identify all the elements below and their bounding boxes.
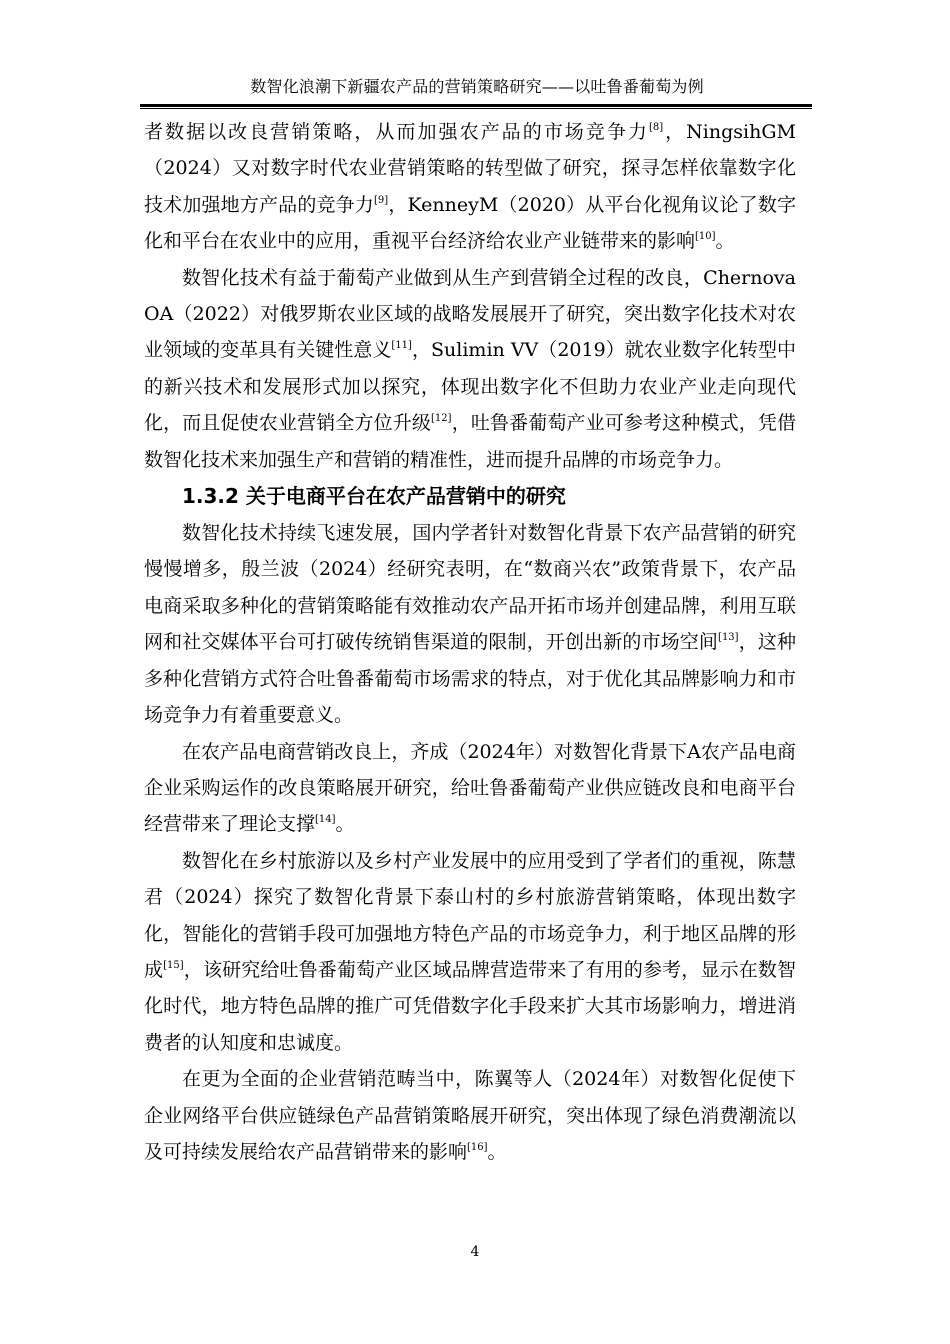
- text-run: 数智化在乡村旅游以及乡村产业发展中的应用受到了学者们的重视，陈慧君（2024）探究了数智化背景下泰山村的乡村旅游营销策略，体现出数字化，智能化的营销手段可加强地方特色产品的市场竞争力，利于地区品牌的形成: [144, 849, 796, 981]
- text-run: 数智化技术持续飞速发展，国内学者针对数智化背景下农产品营销的研究慢慢增多，殷兰波（2024）经研究表明，在“数商兴农”政策背景下，农产品电商采取多种化的营销策略能有效推动农产品开拓市场并创建品牌，利用互联网和社交媒体平台可打破传统销售渠道的限制，开创出新的市场空间: [144, 522, 796, 654]
- citation-marker: [12]: [431, 413, 452, 425]
- text-run: 在农产品电商营销改良上，齐成（2024年）对数智化背景下A农产品电商企业采购运作的改良策略展开研究，给吐鲁番葡萄产业供应链改良和电商平台经营带来了理论支撑: [144, 740, 796, 836]
- text-run: ，KenneyM（2020）从平台化视角议论了数字化和平台在农业中的应用，重视平台经济给农业产业链带来的影响: [144, 193, 796, 253]
- paragraph: [144, 114, 796, 260]
- citation-marker: [13]: [718, 632, 739, 644]
- text-run: ，NingsihGM（2024）又对数字时代农业营销策略的转型做了研究，探寻怎样依靠数字化技术加强地方产品的竞争力: [144, 121, 796, 216]
- header-rule-thin: [140, 108, 812, 109]
- text-run: 。: [487, 1140, 507, 1163]
- text-run: ，该研究给吐鲁番葡萄产业区域品牌营造带来了有用的参考，显示在数智化时代，地方特色品牌的推广可凭借数字化手段来扩大其市场影响力，增进消费者的认知度和忠诚度。: [144, 958, 796, 1054]
- body-text: [144, 114, 796, 1170]
- text-run: 在更为全面的企业营销范畴当中，陈翼等人（2024年）对数智化促使下企业网络平台供应链绿色产品营销策略展开研究，突出体现了绿色消费潮流以及可持续发展给农产品营销带来的影响: [144, 1068, 796, 1163]
- citation-marker: [8]: [648, 122, 664, 133]
- page-number: 4: [470, 1244, 480, 1260]
- text-run: ，Sulimin VV（2019）就农业数字化转型中的新兴技术和发展形式加以探究，体现出数字化不但助力农业产业走向现代化，而且促使农业营销全方位升级: [144, 339, 796, 435]
- text-run: 者数据以改良营销策略，从而加强农产品的市场竞争力: [144, 121, 649, 143]
- paragraph: [144, 515, 796, 733]
- text-run: 。: [715, 230, 735, 253]
- section-heading: [144, 478, 796, 515]
- text-run: 数智化技术有益于葡萄产业做到从生产到营销全过程的改良，Chernova OA（2022）对俄罗斯农业区域的战略发展展开了研究，突出数字化技术对农业领域的变革具有关键性意义: [144, 266, 796, 362]
- citation-marker: [14]: [315, 814, 336, 826]
- text-run: ，吐鲁番葡萄产业可参考这种模式，凭借数智化技术来加强生产和营销的精准性，进而提升品牌的市场竞争力。: [144, 412, 796, 471]
- text-run: 1.3.2 关于电商平台在农产品营销中的研究: [182, 484, 566, 509]
- paragraph: [144, 260, 796, 478]
- paragraph: [144, 1061, 796, 1170]
- citation-marker: [11]: [391, 340, 412, 352]
- citation-marker: [9]: [373, 194, 389, 206]
- paragraph: [144, 843, 796, 1061]
- text-run: 。: [335, 813, 355, 836]
- paragraph: [144, 734, 796, 843]
- citation-marker: [10]: [695, 231, 716, 243]
- header-rule-thick: [140, 104, 812, 107]
- running-header: 数智化浪潮下新疆农产品的营销策略研究——以吐鲁番葡萄为例: [250, 77, 704, 96]
- citation-marker: [16]: [467, 1141, 488, 1153]
- citation-marker: [15]: [163, 959, 184, 971]
- text-run: ，这种多种化营销方式符合吐鲁番葡萄市场需求的特点，对于优化其品牌影响力和市场竞争力有着重要意义。: [144, 631, 796, 727]
